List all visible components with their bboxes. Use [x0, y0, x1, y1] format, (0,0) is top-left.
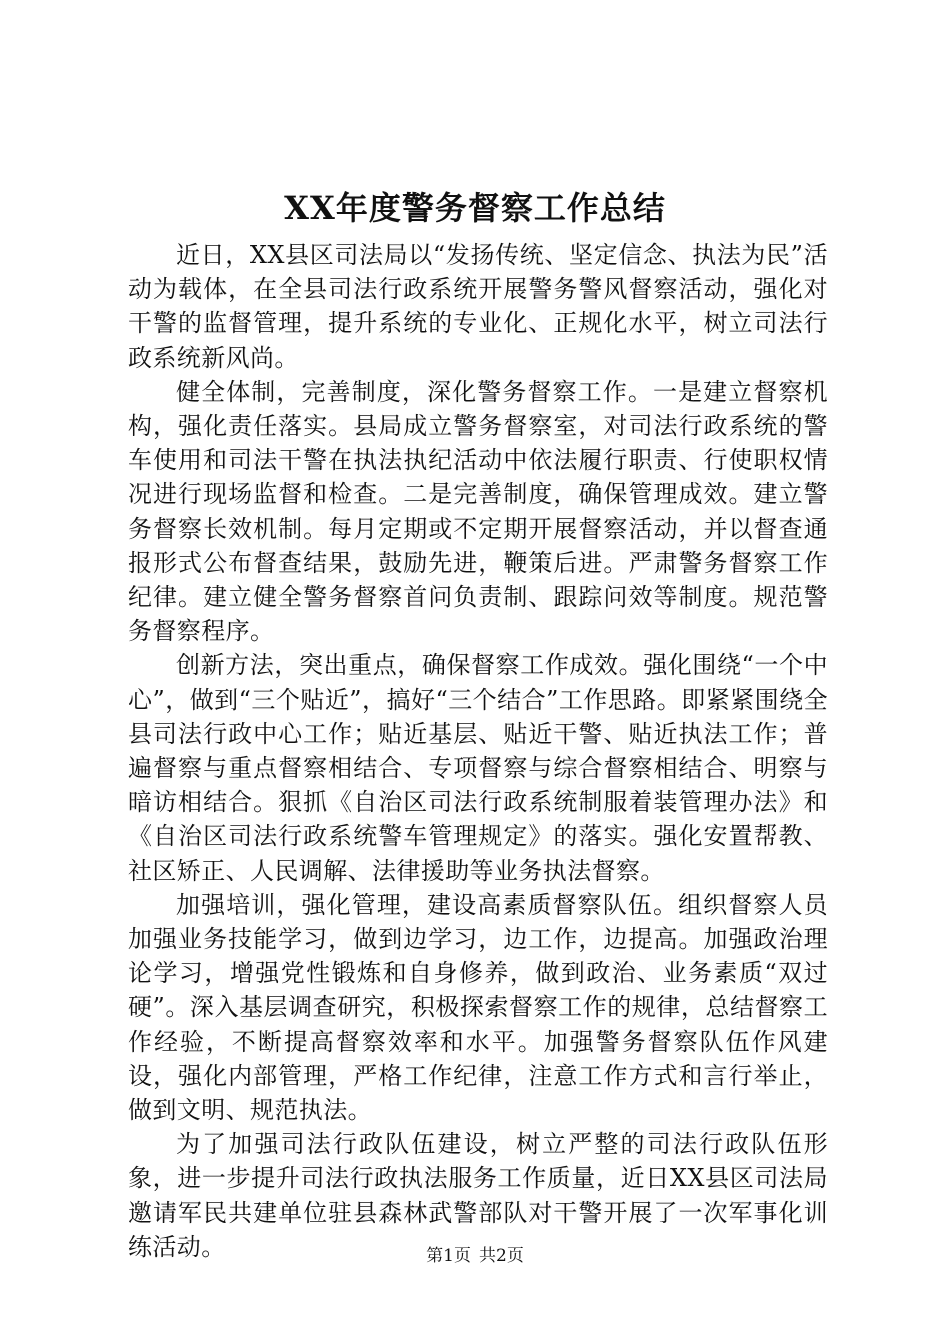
page-footer — [0, 1245, 950, 1267]
page-total: 共2页 — [479, 1246, 524, 1266]
paragraph: 为了加强司法行政队伍建设，树立严整的司法行政队伍形象，进一步提升司法行政执法服务工作质量，近日XX县区司法局邀请军民共建单位驻县森林武警部队对干警开展了一次军事化训练活动。 — [128, 1130, 828, 1261]
paragraph: 近日，XX县区司法局以“发扬传统、坚定信念、执法为民”活动为载体，在全县司法行政系统开展警务警风督察活动，强化对干警的监督管理，提升系统的专业化、正规化水平，树立司法行政系统新风尚。 — [128, 241, 828, 372]
paragraph: 加强培训，强化管理，建设高素质督察队伍。组织督察人员加强业务技能学习，做到边学习，边工作，边提高。加强政治理论学习，增强党性锻炼和自身修养，做到政治、业务素质“双过硬”。深入基层调查研究，积极探索督察工作的规律，总结督察工作经验，不断提高督察效率和水平。加强警务督察队伍作风建设，强化内部管理，严格工作纪律，注意工作方式和言行举止，做到文明、规范执法。 — [128, 890, 828, 1125]
document-title: XX年度警务督察工作总结 — [284, 189, 666, 227]
paragraph: 健全体制，完善制度，深化警务督察工作。一是建立督察机构，强化责任落实。县局成立警务督察室，对司法行政系统的警车使用和司法干警在执法执纪活动中依法履行职责、行使职权情况进行现场监督和检查。二是完善制度，确保管理成效。建立警务督察长效机制。每月定期或不定期开展督察活动，并以督查通报形式公布督查结果，鼓励先进，鞭策后进。严肃警务督察工作纪律。建立健全警务督察首问负责制、跟踪问效等制度。规范警务督察程序。 — [128, 377, 828, 646]
document-body — [128, 238, 828, 1264]
paragraph: 创新方法，突出重点，确保督察工作成效。强化围绕“一个中心”，做到“三个贴近”，搞好“三个结合”工作思路。即紧紧围绕全县司法行政中心工作；贴近基层、贴近干警、贴近执法工作；普遍督察与重点督察相结合、专项督察与综合督察相结合、明察与暗访相结合。狠抓《自治区司法行政系统制服着装管理办法》和《自治区司法行政系统警车管理规定》的落实。强化安置帮教、社区矫正、人民调解、法律援助等业务执法督察。 — [128, 651, 828, 885]
page-number: 第1页 — [426, 1246, 471, 1266]
